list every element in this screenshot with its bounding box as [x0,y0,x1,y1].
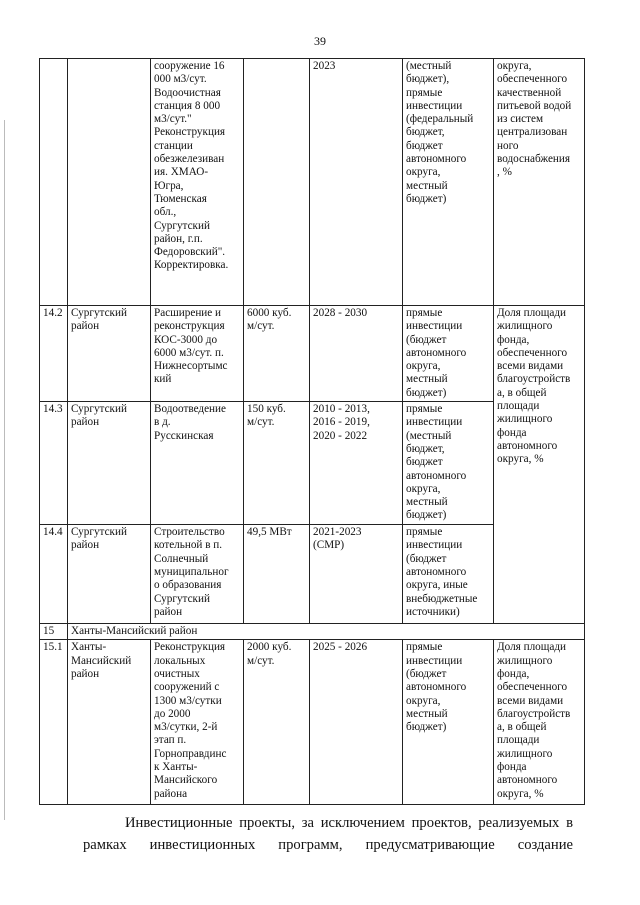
municipality-cell: Сургутский район [68,306,151,402]
indicator-cell: Доля площади жилищного фонда, обеспеченного всеми видами благоустройств а, в общей площади жилищного фонда автономного округа, % [494,640,585,805]
period-cell: 2010 - 2013, 2016 - 2019, 2020 - 2022 [310,402,403,525]
capacity-cell: 2000 куб. м/сут. [244,640,310,805]
object-cell: Реконструкция локальных очистных сооружений с 1300 м3/сутки до 2000 м3/сутки, 2-й этап п. Горноправдинс к Ханты- Мансийского района [151,640,244,805]
funding-source-cell: прямые инвестиции (бюджет автономного округа, местный бюджет) [403,640,494,805]
capacity-cell: 49,5 МВт [244,525,310,624]
municipality-cell [68,59,151,306]
object-cell: Водоотведение в д. Русскинская [151,402,244,525]
body-text-line: рамках инвестиционных программ, предусматривающие создание [83,837,573,853]
row-number-cell: 14.4 [40,525,68,624]
row-number-cell: 14.3 [40,402,68,525]
period-cell: 2028 - 2030 [310,306,403,402]
table-row [40,59,585,306]
capacity-cell: 6000 куб. м/сут. [244,306,310,402]
row-number-cell [40,59,68,306]
period-cell: 2023 [310,59,403,306]
table-row [40,640,585,805]
capacity-cell [244,59,310,306]
object-cell: Расширение и реконструкция КОС-3000 до 6000 м3/сут. п. Нижнесортымс кий [151,306,244,402]
object-cell: Строительство котельной в п. Солнечный муниципальног о образования Сургутский район [151,525,244,624]
municipality-cell: Сургутский район [68,402,151,525]
municipality-cell: Ханты- Мансийский район [68,640,151,805]
row-number-cell: 14.2 [40,306,68,402]
scan-margin-line [4,120,5,820]
capacity-cell: 150 куб. м/сут. [244,402,310,525]
funding-source-cell: прямые инвестиции (местный бюджет, бюджет автономного округа, местный бюджет) [403,402,494,525]
object-cell: сооружение 16 000 м3/сут. Водоочистная станция 8 000 м3/сут." Реконструкция станции обезжелезиван ия. ХМАО- Югра, Тюменская обл., Сургутский район, г.п. Федоровский". Корректировка. [151,59,244,306]
investment-projects-table [39,58,585,805]
section-number-cell: 15 [40,624,68,640]
funding-source-cell: прямые инвестиции (бюджет автономного округа, иные внебюджетные источники) [403,525,494,624]
period-cell: 2025 - 2026 [310,640,403,805]
page-number: 39 [314,34,326,48]
body-text-line: Инвестиционные проекты, за исключением проектов, реализуемых в [125,815,573,831]
period-cell: 2021-2023 (СМР) [310,525,403,624]
body-paragraph [83,812,573,856]
section-row [40,624,585,640]
funding-source-cell: прямые инвестиции (бюджет автономного округа, местный бюджет) [403,306,494,402]
funding-source-cell: (местный бюджет), прямые инвестиции (федеральный бюджет, бюджет автономного округа, местный бюджет) [403,59,494,306]
table-row [40,306,585,402]
municipality-cell: Сургутский район [68,525,151,624]
section-title-cell: Ханты-Мансийский район [68,624,585,640]
indicator-cell: округа, обеспеченного качественной питьевой водой из систем централизован ного водоснабжения , % [494,59,585,306]
row-number-cell: 15.1 [40,640,68,805]
indicator-cell: Доля площади жилищного фонда, обеспеченного всеми видами благоустройств а, в общей площади жилищного фонда автономного округа, % [494,306,585,624]
